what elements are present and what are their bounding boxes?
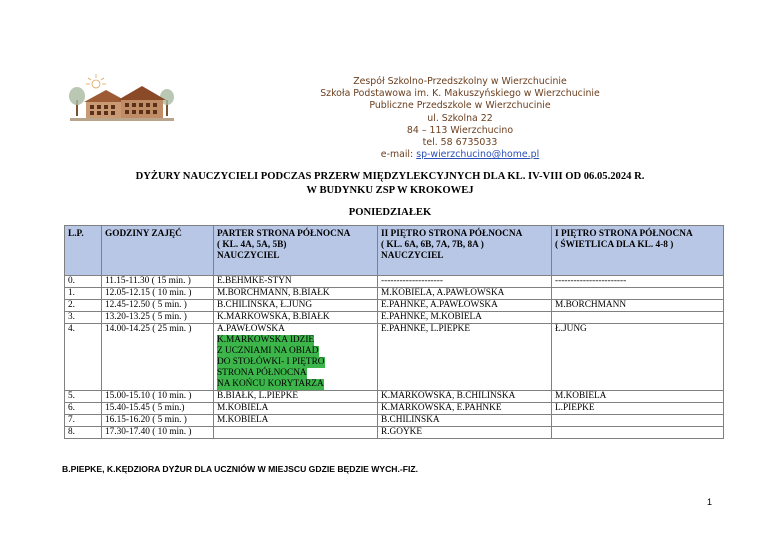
cell-floor2: M.KOBIELA, A.PAWŁOWSKA	[378, 288, 552, 300]
header-parter-line: ( KL. 4A, 5A, 5B)	[217, 240, 287, 250]
school-primary: Szkoła Podstawowa im. K. Makuszyńskiego w Wierzchucinie	[320, 88, 600, 100]
header-floor2	[378, 226, 552, 276]
school-email-line	[290, 149, 630, 161]
table-row	[65, 300, 724, 312]
cell-floor1: -----------------------	[552, 276, 724, 288]
cell-floor2: --------------------	[378, 276, 552, 288]
cell-floor2: E.PAHNKE, L.PIEPKE	[378, 324, 552, 391]
cell-floor1	[552, 312, 724, 324]
table-row	[65, 288, 724, 300]
cell-parter: K.MARKOWSKA, B.BIAŁK	[214, 312, 378, 324]
header-parter	[214, 226, 378, 276]
cell-floor2: R.GOYKE	[378, 427, 552, 439]
header-floor1	[552, 226, 724, 276]
table-row	[65, 403, 724, 415]
cell-lp: 4.	[65, 324, 102, 391]
cell-parter	[214, 324, 378, 391]
cell-parter-name: A.PAWŁOWSKA	[217, 324, 285, 334]
cell-lp: 8.	[65, 427, 102, 439]
school-logo	[66, 70, 178, 128]
cell-floor1: Ł.JUNG	[552, 324, 724, 391]
cell-lp: 2.	[65, 300, 102, 312]
header-floor2-line: ( KL. 6A, 6B, 7A, 7B, 8A )	[381, 240, 484, 250]
ground-line	[70, 118, 174, 121]
cell-hours: 17.30-17.40 ( 10 min. )	[102, 427, 214, 439]
cell-floor1	[552, 427, 724, 439]
header-floor1-line: ( ŚWIETLICA DLA KL. 4-8 )	[555, 240, 674, 250]
cell-hours: 11.15-11.30 ( 15 min. )	[102, 276, 214, 288]
cell-floor1: M.KOBIELA	[552, 391, 724, 403]
duty-table	[64, 225, 724, 439]
lunch-note-line: K.MARKOWSKA IDZIE	[217, 335, 315, 345]
footnote: B.PIEPKE, K.KĘDZIORA DYŻUR DLA UCZNIÓW W MIEJSCU GDZIE BĘDZIE WYCH.-FIZ.	[62, 464, 419, 474]
cell-hours: 16.15-16.20 ( 5 min. )	[102, 415, 214, 427]
cell-hours: 15.00-15.10 ( 10 min. )	[102, 391, 214, 403]
cell-parter	[214, 427, 378, 439]
lunch-note-line: DO STOŁÓWKI- I PIĘTRO	[217, 357, 325, 367]
table-row	[65, 415, 724, 427]
cell-lp: 7.	[65, 415, 102, 427]
cell-floor1: L.PIEPKE	[552, 403, 724, 415]
cell-floor2: K.MARKOWSKA, B.CHILIŃSKA	[378, 391, 552, 403]
cell-hours: 12.05-12.15 ( 10 min. )	[102, 288, 214, 300]
school-phone: tel. 58 6735033	[422, 137, 498, 149]
cell-hours: 14.00-14.25 ( 25 min. )	[102, 324, 214, 391]
day-heading: PONIEDZIAŁEK	[348, 207, 432, 218]
cell-lp: 0.	[65, 276, 102, 288]
cell-floor2: E.PAHNKE, M.KOBIELA	[378, 312, 552, 324]
cell-parter: B.CHILIŃSKA, Ł.JUNG	[214, 300, 378, 312]
cell-lp: 1.	[65, 288, 102, 300]
header-hours: GODZINY ZAJĘĆ	[102, 226, 214, 276]
school-header	[290, 76, 630, 161]
lunch-note-line: NA KOŃCU KORYTARZA	[217, 379, 324, 389]
cell-hours: 13.20-13.25 ( 5 min. )	[102, 312, 214, 324]
cell-floor1	[552, 415, 724, 427]
school-name: Zespół Szkolno-Przedszkolny w Wierzchucinie	[353, 76, 567, 87]
cell-hours: 12.45-12.50 ( 5 min. )	[102, 300, 214, 312]
lunch-note-line: STRONA PÓŁNOCNA	[217, 368, 307, 378]
header-parter-line: NAUCZYCIEL	[217, 251, 280, 261]
email-link[interactable]: sp-wierzchucino@home.pl	[416, 149, 540, 161]
table-row	[65, 324, 724, 391]
cell-floor1	[552, 288, 724, 300]
cell-lp: 6.	[65, 403, 102, 415]
cell-floor2: B.CHILIŃSKA	[378, 415, 552, 427]
school-postal: 84 – 113 Wierzchucino	[406, 124, 514, 136]
header-lp: L.P.	[65, 226, 102, 276]
header-floor2-line: NAUCZYCIEL	[381, 251, 444, 261]
lunch-note	[217, 335, 374, 390]
document-title	[100, 170, 680, 198]
table-row	[65, 312, 724, 324]
page-number: 1	[707, 497, 713, 507]
header-floor2-line: II PIĘTRO STRONA PÓŁNOCNA	[381, 229, 523, 239]
table-row	[65, 427, 724, 439]
header-parter-line: PARTER STRONA PÓŁNOCNA	[217, 229, 351, 239]
cell-hours: 15.40-15.45 ( 5 min.)	[102, 403, 214, 415]
cell-parter: M.KOBIELA	[214, 403, 378, 415]
email-label: e-mail:	[380, 149, 414, 161]
cell-parter: B.BIAŁK, L.PIEPKE	[214, 391, 378, 403]
table-row	[65, 276, 724, 288]
cell-floor1: M.BORCHMANN	[552, 300, 724, 312]
building-icon	[84, 86, 166, 118]
title-line-2: W BUDYNKU ZSP W KROKOWEJ	[306, 185, 474, 196]
cell-floor2: K.MARKOWSKA, E.PAHNKE	[378, 403, 552, 415]
header-floor1-line: I PIĘTRO STRONA PÓŁNOCNA	[555, 229, 693, 239]
cell-parter: M.KOBIELA	[214, 415, 378, 427]
school-preschool: Publiczne Przedszkole w Wierzchucinie	[369, 100, 551, 112]
sun-icon	[86, 74, 106, 88]
cell-floor2: E.PAHNKE, A.PAWŁOWSKA	[378, 300, 552, 312]
table-row	[65, 391, 724, 403]
cell-parter: M.BORCHMANN, B.BIAŁK	[214, 288, 378, 300]
table-header-row	[65, 226, 724, 276]
lunch-note-line: Z UCZNIAMI NA OBIAD	[217, 346, 319, 356]
cell-parter: E.BEHMKE-STYN	[214, 276, 378, 288]
title-line-1: DYŻURY NAUCZYCIELI PODCZAS PRZERW MIĘDZYLEKCYJNYCH DLA KL. IV-VIII OD 06.05.2024 R.	[135, 171, 645, 182]
cell-lp: 3.	[65, 312, 102, 324]
school-street: ul. Szkolna 22	[427, 112, 493, 124]
cell-lp: 5.	[65, 391, 102, 403]
